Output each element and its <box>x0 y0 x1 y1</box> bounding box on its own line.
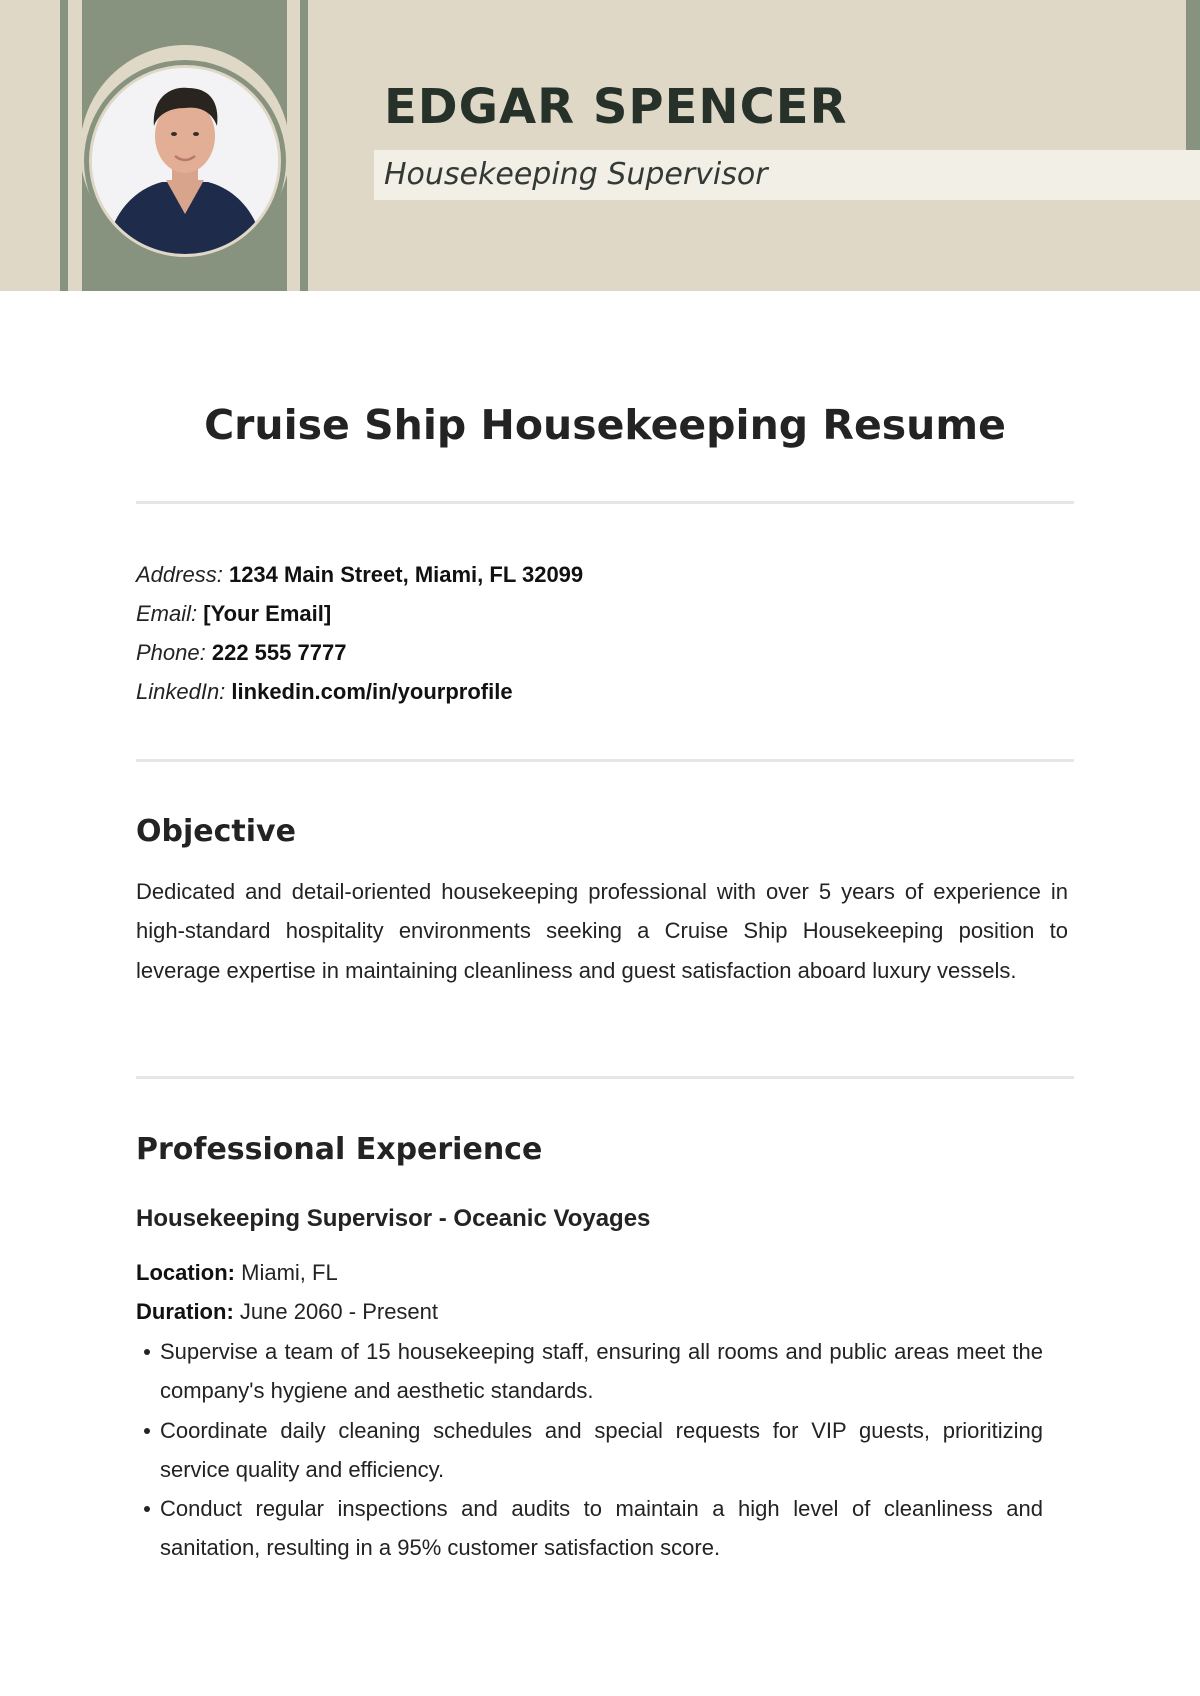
list-item: Coordinate daily cleaning schedules and special requests for VIP guests, prioritizing service quality and efficiency. <box>136 1411 1043 1490</box>
job-title: Housekeeping Supervisor - Oceanic Voyages <box>136 1205 651 1232</box>
job-responsibilities <box>136 1332 1043 1568</box>
contact-value: 1234 Main Street, Miami, FL 32099 <box>228 562 584 587</box>
experience-heading: Professional Experience <box>136 1132 543 1167</box>
list-item: Supervise a team of 15 housekeeping staff, ensuring all rooms and public areas meet the company's hygiene and aesthetic standards. <box>136 1332 1043 1411</box>
divider <box>136 501 1074 504</box>
location-value: Miami, FL <box>241 1260 338 1285</box>
list-item: Conduct regular inspections and audits to maintain a high level of cleanliness and sanitation, resulting in a 95% customer satisfaction score. <box>136 1489 1043 1568</box>
contact-label: Email: <box>136 601 198 626</box>
contact-phone <box>136 633 583 672</box>
contact-label: Address: <box>136 562 223 587</box>
header-banner <box>0 0 1200 291</box>
contact-address <box>136 555 583 594</box>
decorative-stripe <box>1186 0 1200 150</box>
contact-label: Phone: <box>136 640 206 665</box>
document-title: Cruise Ship Housekeeping Resume <box>204 401 1006 449</box>
job-meta <box>136 1253 438 1331</box>
duration-label: Duration: <box>136 1299 234 1324</box>
decorative-stripe <box>300 0 308 291</box>
job-location <box>136 1253 438 1292</box>
objective-heading: Objective <box>136 814 296 849</box>
job-duration <box>136 1292 438 1331</box>
contact-value: [Your Email] <box>203 601 332 626</box>
contact-linkedin <box>136 672 583 711</box>
location-label: Location: <box>136 1260 235 1285</box>
contact-value: 222 555 7777 <box>211 640 347 665</box>
divider <box>136 1076 1074 1079</box>
candidate-name: EDGAR SPENCER <box>384 79 848 135</box>
objective-text: Dedicated and detail-oriented housekeeping professional with over 5 years of experience in high-standard hospitality environments seeking a Cruise Ship Housekeeping position to leverage expertise in maintaining cleanliness and guest satisfaction aboard luxury vessels. <box>136 879 1068 983</box>
contact-list <box>136 555 583 711</box>
profile-photo <box>92 68 278 254</box>
contact-value: linkedin.com/in/yourprofile <box>231 679 513 704</box>
contact-email <box>136 594 583 633</box>
divider <box>136 759 1074 762</box>
candidate-role: Housekeeping Supervisor <box>384 157 768 192</box>
duration-value: June 2060 - Present <box>239 1299 439 1324</box>
decorative-stripe <box>60 0 68 291</box>
contact-label: LinkedIn: <box>136 679 226 704</box>
